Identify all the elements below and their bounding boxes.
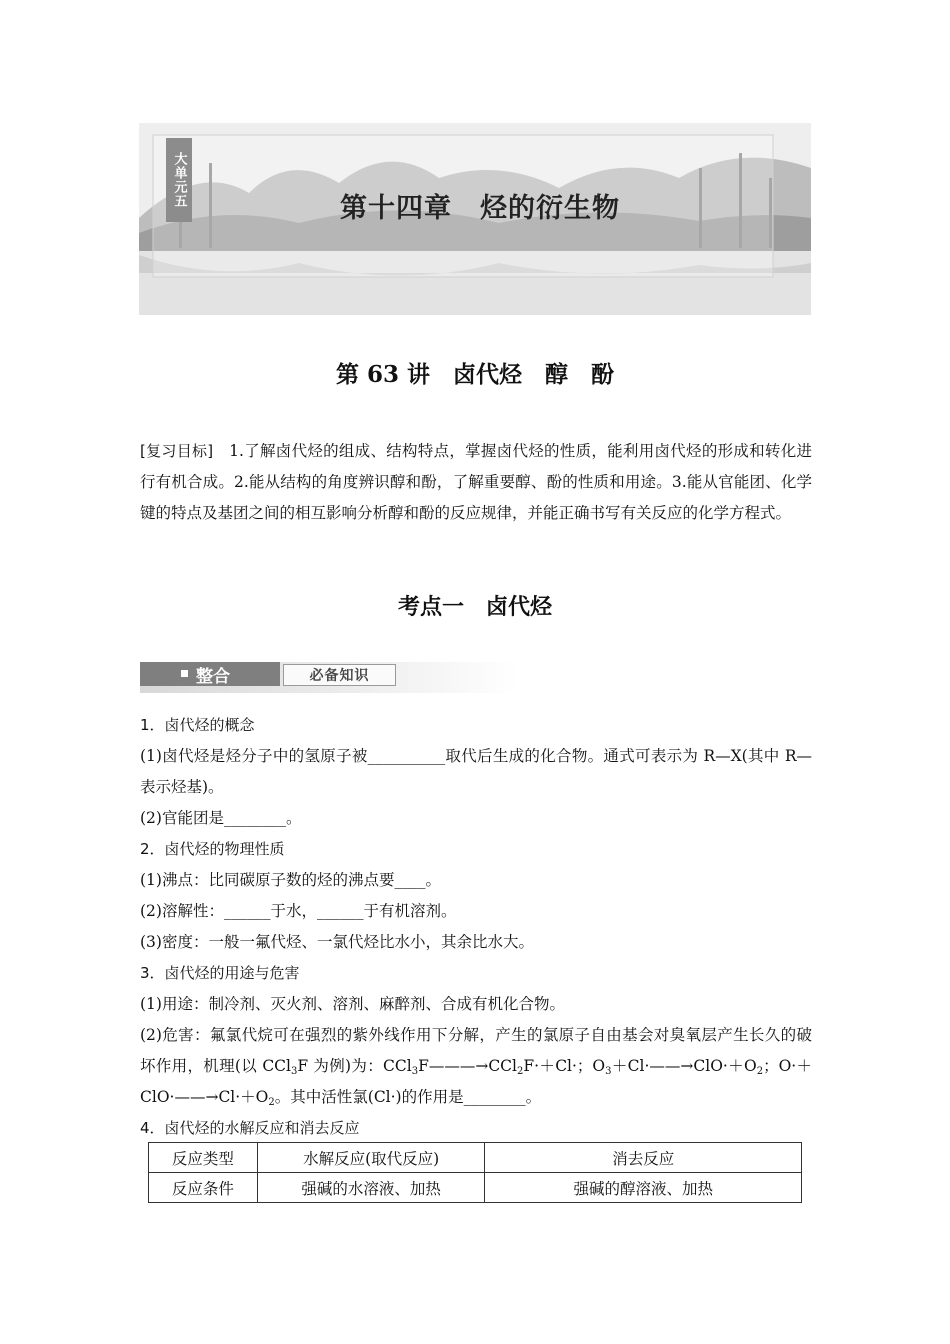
section-dark-label: 整合: [196, 666, 230, 687]
section-light-tab: 必备知识: [283, 664, 396, 686]
chapter-title: 第十四章 烃的衍生物: [340, 193, 620, 224]
line-density: (3)密度：一般一氟代烃、一氯代烃比水小，其余比水大。: [140, 933, 534, 951]
line-boiling-point: (1)沸点：比同碳原子数的烃的沸点要____。: [140, 871, 441, 889]
line-solubility: (2)溶解性：______于水，______于有机溶剂。: [140, 902, 457, 920]
point-title: 考点一 卤代烃: [397, 594, 552, 620]
unit-tag: 大单元五: [166, 138, 192, 222]
heading-reactions: 4．卤代烃的水解反应和消去反应: [140, 1119, 360, 1137]
heading-physical: 2．卤代烃的物理性质: [140, 840, 285, 858]
line-concept-1: (1)卤代烃是烃分子中的氢原子被__________取代后生成的化合物。通式可表示为 R—X(其中 R—表示烃基)。: [140, 747, 812, 796]
table-cell: 消去反应: [485, 1143, 802, 1173]
table-cell: 反应条件: [149, 1173, 258, 1203]
square-bullet-icon: [181, 670, 188, 677]
section-bar: [140, 662, 518, 693]
lecture-title: 第 63 讲 卤代烃 醇 酚: [335, 361, 615, 388]
section-dark-tab: [140, 662, 280, 686]
objectives-text: 1.了解卤代烃的组成、结构特点，掌握卤代烃的性质，能利用卤代烃的形成和转化进行有机合成。2.能从结构的角度辨识醇和酚，了解重要醇、酚的性质和用途。3.能从官能团、化学键的特点及基团之间的相互影响分析醇和酚的反应规律，并能正确书写有关反应的化学方程式。: [140, 442, 812, 522]
table-row: [149, 1173, 802, 1203]
table-cell: 水解反应(取代反应): [257, 1143, 485, 1173]
table-cell: 反应类型: [149, 1143, 258, 1173]
line-concept-2: (2)官能团是________。: [140, 809, 302, 827]
table-cell: 强碱的水溶液、加热: [257, 1173, 485, 1203]
heading-concept: 1．卤代烃的概念: [140, 716, 255, 734]
table-row: [149, 1143, 802, 1173]
heading-uses: 3．卤代烃的用途与危害: [140, 964, 300, 982]
content-body: [140, 710, 812, 1144]
line-hazards: (2)危害：氟氯代烷可在强烈的紫外线作用下分解，产生的氯原子自由基会对臭氧层产生长久的破坏作用，机理(以 CCl$_3$F 为例)为：CCl$_3$F———→CCl$_2$F·＋Cl·；$O_3+Cl\cdot——\to ClO\cdot+O_2$；$O\cdot+ClO\cdot——\to Cl\cdot+O_2$。其中活性氯(Cl·)的作用是________。: [140, 1026, 813, 1108]
objectives-label: [复习目标]: [140, 442, 214, 460]
review-objectives: [140, 436, 812, 529]
reaction-table: [148, 1142, 802, 1203]
table-cell: 强碱的醇溶液、加热: [485, 1173, 802, 1203]
line-uses: (1)用途：制冷剂、灭火剂、溶剂、麻醉剂、合成有机化合物。: [140, 995, 565, 1013]
